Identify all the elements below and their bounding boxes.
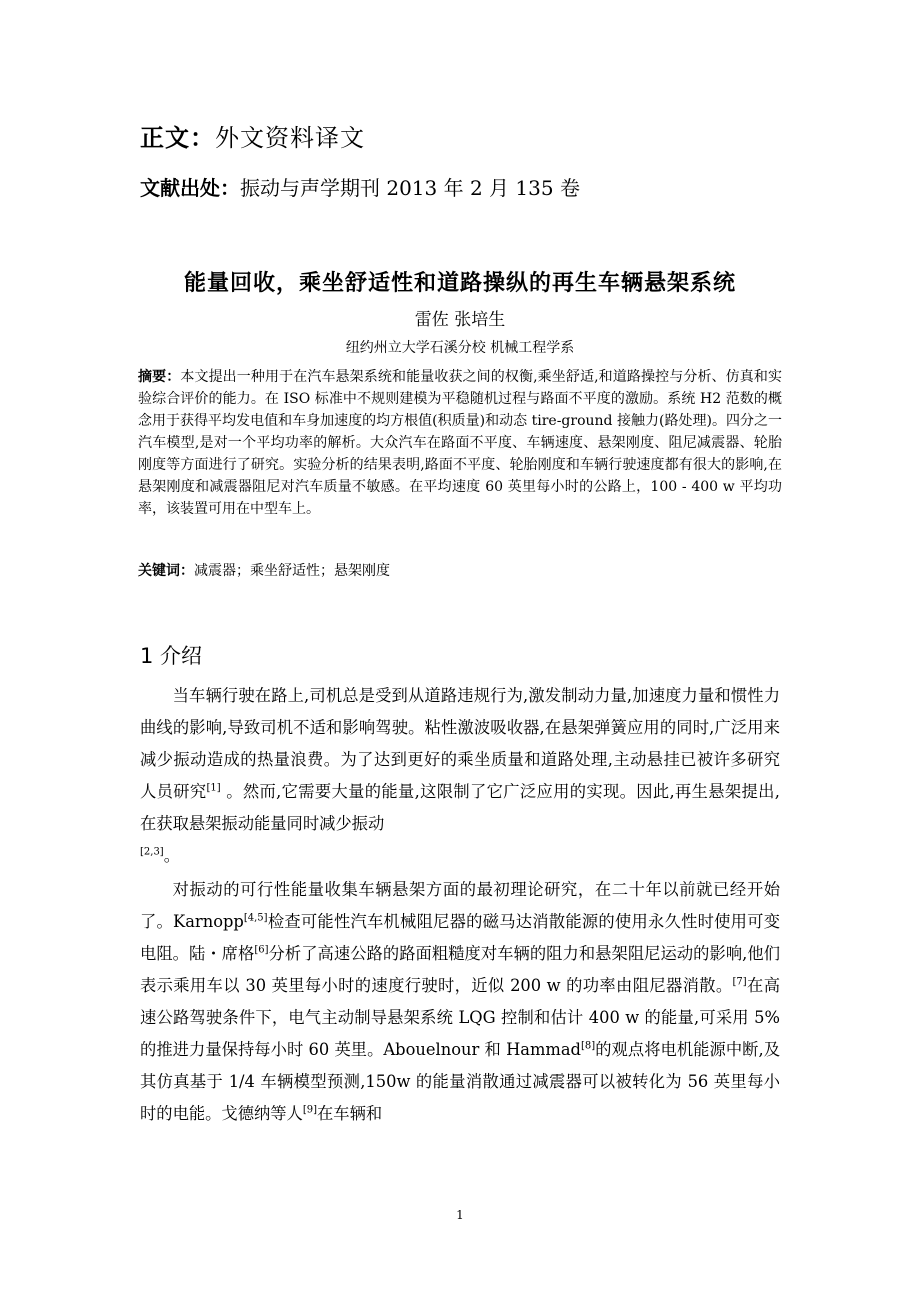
paragraph-2 — [140, 874, 780, 1130]
section-header — [140, 118, 365, 153]
paper-affiliation: 纽约州立大学石溪分校 机械工程学系 — [345, 340, 575, 356]
paragraph-text: 。然而,它需要大量的能量,这限制了它广泛应用的实现。因此,再生悬架提出,在获取悬架振动能量同时减少振动 — [140, 782, 780, 833]
citation: [8] — [580, 1040, 596, 1052]
citation: [4,5] — [243, 912, 268, 924]
citation: [1] — [206, 782, 221, 794]
paragraph-text: 。 — [163, 846, 181, 865]
source-text: 振动与声学期刊 2013 年 2 月 135 卷 — [240, 176, 580, 200]
paragraph-text: 的观点将电机能源中断,及其仿真基于 1/4 车辆模型预测,150w 的能量消散通过减震器可以被转化为 56 英里每小时的电能。戈德纳等人 — [140, 1040, 780, 1123]
section-title: 外文资料译文 — [215, 124, 365, 152]
page-number: 1 — [456, 1208, 464, 1222]
paper-authors: 雷佐 张培生 — [414, 310, 506, 330]
paragraph-text: 对振动的可行性能量收集车辆悬架方面的最初理论研究，在二十年以前就已经开始了。Karnopp — [140, 880, 780, 931]
paragraph-text: 在高速公路驾驶条件下，电气主动制导悬架系统 LQG 控制和估计 400 w 的能量,可采用 5%的推进力量保持每小时 60 英里。Abouelnour 和 Hammad — [140, 976, 780, 1059]
paragraph-text: 检查可能性汽车机械阻尼器的磁马达消散能源的使用永久性时使用可变电阻。陆・席格 — [140, 912, 780, 963]
citation: [7] — [732, 976, 747, 988]
source-label: 文献出处： — [140, 176, 240, 200]
citation: [9] — [302, 1104, 317, 1116]
paper-title: 能量回收，乘坐舒适性和道路操纵的再生车辆悬架系统 — [183, 271, 736, 296]
paragraph-text: 当车辆行驶在路上,司机总是受到从道路违规行为,激发制动力量,加速度力量和惯性力曲线的影响,导致司机不适和影响驾驶。粘性激波吸收器,在悬架弹簧应用的同时,广泛用来减少振动造成的热量浪费。为了达到更好的乘坐质量和道路处理,主动悬挂已被许多研究人员研究 — [140, 686, 780, 801]
section-heading: 1 介绍 — [140, 644, 203, 668]
keywords-text: 减震器；乘坐舒适性；悬架刚度 — [194, 563, 390, 579]
abstract-label: 摘要： — [138, 369, 181, 385]
citation: [6] — [254, 944, 269, 956]
paragraph-1 — [140, 680, 780, 872]
section-label: 正文： — [140, 124, 215, 152]
paragraph-text: 在车辆和 — [317, 1104, 383, 1123]
paragraph-text: 分析了高速公路的路面粗糙度对车辆的阻力和悬架阻尼运动的影响,他们表示乘用车以 30 英里每小时的速度行驶时，近似 200 w 的功率由阻尼器消散。 — [140, 944, 780, 995]
abstract — [138, 366, 782, 520]
abstract-text: 本文提出一种用于在汽车悬架系统和能量收获之间的权衡,乘坐舒适,和道路操控与分析、仿真和实验综合评价的能力。在 ISO 标准中不规则建模为平稳随机过程与路面不平度的激励。系统 H2 范数的概念用于获得平均发电值和车身加速度的均方根值(积质量)和动态 tire-ground 接触力(路处理)。四分之一汽车模型,是对一个平均功率的解析。大众汽车在路面不平度、车辆速度、悬架刚度、阻尼减震器、轮胎刚度等方面进行了研究。实验分析的结果表明,路面不平度、轮胎刚度和车辆行驶速度都有很大的影响,在悬架刚度和减震器阻尼对汽车质量不敏感。在平均速度 60 英里每小时的公路上，100 - 400 w 平均功率，该装置可用在中型车上。 — [138, 369, 783, 517]
keywords — [138, 560, 782, 582]
citation: [2,3] — [140, 846, 164, 858]
source-line — [140, 172, 580, 201]
keywords-label: 关键词： — [138, 563, 194, 579]
